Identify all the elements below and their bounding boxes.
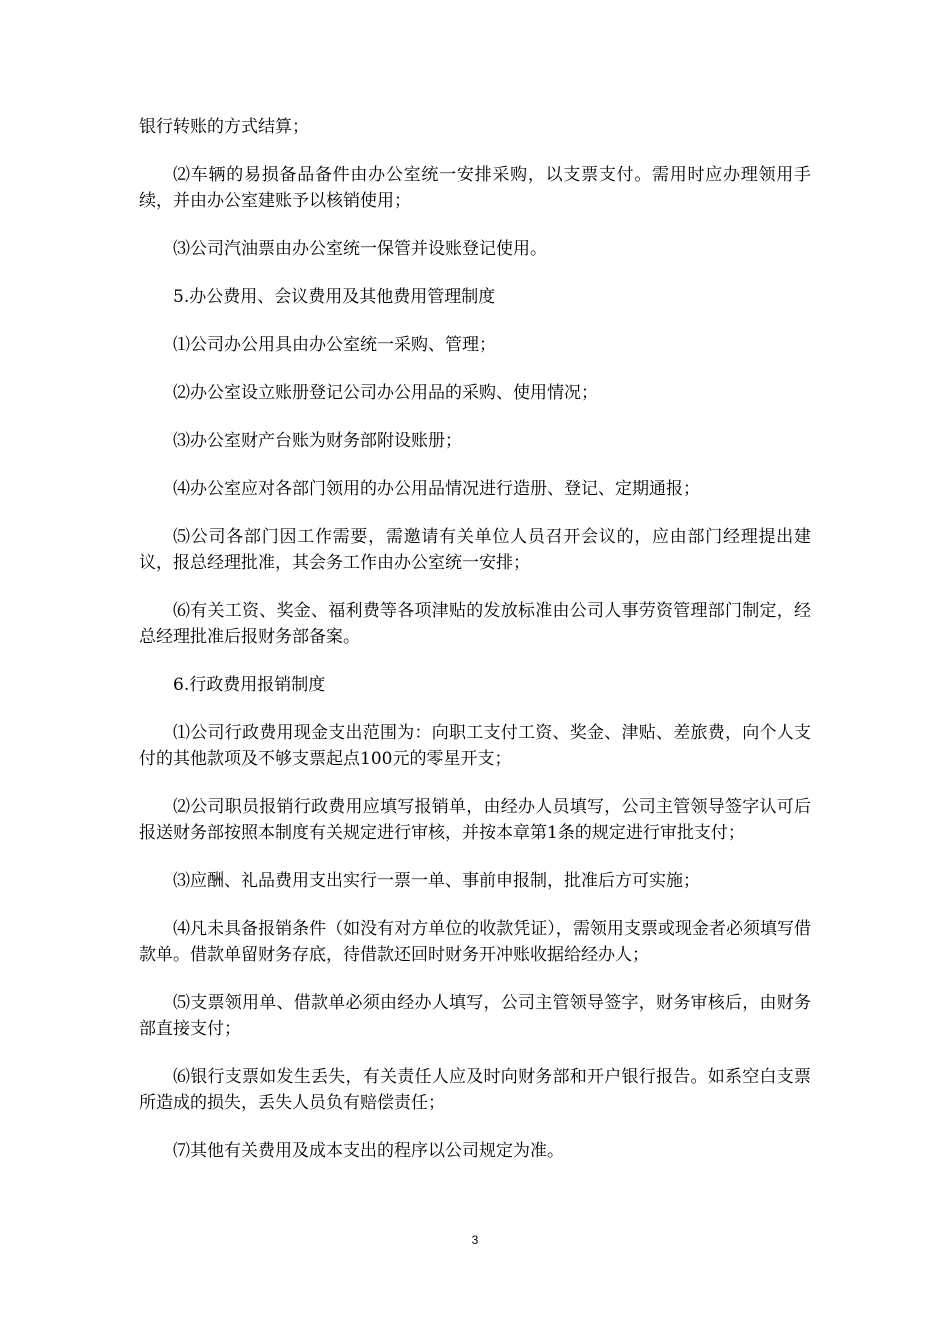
paragraph-item: ⑴公司办公用具由办公室统一采购、管理； bbox=[173, 335, 496, 355]
paragraph-item: ⑵办公室设立账册登记公司办公用品的采购、使用情况； bbox=[173, 383, 598, 403]
paragraph-item: ⑷凡未具备报销条件（如没有对方单位的收款凭证），需领用支票或现金者必须填写借款单。借款单留财务存底，待借款还回时财务开冲账收据给经办人； bbox=[139, 919, 811, 965]
section-heading: 5.办公费用、会议费用及其他费用管理制度 bbox=[173, 287, 496, 307]
paragraph-item: ⑸支票领用单、借款单必须由经办人填写，公司主管领导签字，财务审核后，由财务部直接支付； bbox=[139, 993, 811, 1039]
paragraph-item: ⑺其他有关费用及成本支出的程序以公司规定为准。 bbox=[173, 1141, 564, 1161]
section-heading: 6.行政费用报销制度 bbox=[173, 675, 326, 695]
page-number: 3 bbox=[471, 1233, 479, 1247]
paragraph-item: ⑴公司行政费用现金支出范围为：向职工支付工资、奖金、津贴、差旅费，向个人支付的其他款项及不够支票起点100元的零星开支； bbox=[139, 723, 811, 769]
paragraph-continuation: 银行转账的方式结算； bbox=[139, 117, 309, 137]
paragraph-item: ⑵车辆的易损备品备件由办公室统一安排采购，以支票支付。需用时应办理领用手续，并由办公室建账予以核销使用； bbox=[139, 165, 811, 211]
paragraph-item: ⑶办公室财产台账为财务部附设账册； bbox=[173, 431, 462, 451]
paragraph-item: ⑷办公室应对各部门领用的办公用品情况进行造册、登记、定期通报； bbox=[173, 479, 700, 499]
paragraph-item: ⑸公司各部门因工作需要，需邀请有关单位人员召开会议的，应由部门经理提出建议，报总经理批准，其会务工作由办公室统一安排； bbox=[139, 527, 811, 573]
paragraph-item: ⑶公司汽油票由办公室统一保管并设账登记使用。 bbox=[173, 239, 547, 259]
paragraph-item: ⑹银行支票如发生丢失，有关责任人应及时向财务部和开户银行报告。如系空白支票所造成的损失，丢失人员负有赔偿责任； bbox=[139, 1067, 811, 1113]
document-body bbox=[139, 114, 811, 1186]
paragraph-item: ⑶应酬、礼品费用支出实行一票一单、事前申报制，批准后方可实施； bbox=[173, 871, 700, 891]
paragraph-item: ⑵公司职员报销行政费用应填写报销单，由经办人员填写，公司主管领导签字认可后报送财务部按照本制度有关规定进行审核，并按本章第1条的规定进行审批支付； bbox=[139, 797, 811, 843]
paragraph-item: ⑹有关工资、奖金、福利费等各项津贴的发放标准由公司人事劳资管理部门制定，经总经理批准后报财务部备案。 bbox=[139, 601, 811, 647]
